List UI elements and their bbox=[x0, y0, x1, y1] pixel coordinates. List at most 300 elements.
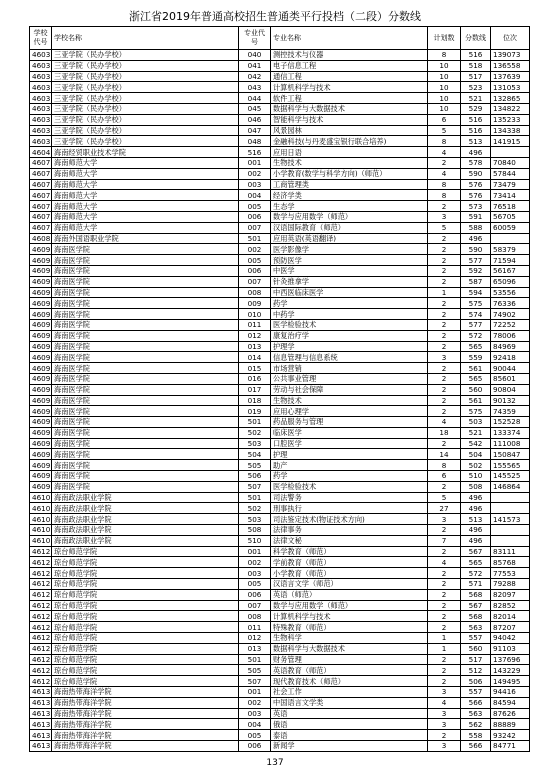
major-name-cell: 电子信息工程 bbox=[271, 60, 428, 71]
school-code-cell: 4607 bbox=[30, 179, 52, 190]
score-line-cell: 506 bbox=[461, 676, 491, 687]
table-row bbox=[30, 730, 530, 741]
plan-count-cell: 3 bbox=[428, 211, 461, 222]
table-row bbox=[30, 449, 530, 460]
school-name-cell: 琼台师范学院 bbox=[52, 579, 239, 590]
major-name-cell: 康复治疗学 bbox=[271, 330, 428, 341]
rank-cell bbox=[491, 233, 530, 244]
rank-cell: 137696 bbox=[491, 654, 530, 665]
rank-cell: 85601 bbox=[491, 373, 530, 384]
school-code-cell: 4609 bbox=[30, 352, 52, 363]
plan-count-cell: 1 bbox=[428, 287, 461, 298]
table-row bbox=[30, 546, 530, 557]
rank-cell: 79288 bbox=[491, 579, 530, 590]
major-name-cell: 市场营销 bbox=[271, 363, 428, 374]
admission-score-table bbox=[29, 26, 530, 752]
school-code-cell: 4609 bbox=[30, 406, 52, 417]
plan-count-cell: 2 bbox=[428, 611, 461, 622]
rank-cell: 92418 bbox=[491, 352, 530, 363]
school-name-cell: 海南医学院 bbox=[52, 417, 239, 428]
school-name-cell: 海南经贸职业技术学院 bbox=[52, 147, 239, 158]
table-row bbox=[30, 417, 530, 428]
plan-count-cell: 3 bbox=[428, 514, 461, 525]
school-code-cell: 4604 bbox=[30, 147, 52, 158]
rank-cell bbox=[491, 535, 530, 546]
major-name-cell: 临床医学 bbox=[271, 427, 428, 438]
table-row bbox=[30, 568, 530, 579]
major-code-cell: 501 bbox=[239, 417, 271, 428]
plan-count-cell: 10 bbox=[428, 71, 461, 82]
school-name-cell: 琼台师范学院 bbox=[52, 568, 239, 579]
table-row bbox=[30, 460, 530, 471]
school-code-cell: 4603 bbox=[30, 93, 52, 104]
major-name-cell: 数据科学与大数据技术 bbox=[271, 103, 428, 114]
major-code-cell: 006 bbox=[239, 741, 271, 752]
plan-count-cell: 2 bbox=[428, 341, 461, 352]
rank-cell: 56167 bbox=[491, 265, 530, 276]
major-code-cell: 002 bbox=[239, 244, 271, 255]
rank-cell: 91103 bbox=[491, 643, 530, 654]
major-name-cell: 应用英语(英语翻译) bbox=[271, 233, 428, 244]
header-major-name: 专业名称 bbox=[271, 27, 428, 50]
major-name-cell: 中医学 bbox=[271, 265, 428, 276]
school-name-cell: 三亚学院（民办学校） bbox=[52, 103, 239, 114]
score-line-cell: 571 bbox=[461, 579, 491, 590]
table-row bbox=[30, 406, 530, 417]
score-line-cell: 523 bbox=[461, 82, 491, 93]
rank-cell bbox=[491, 525, 530, 536]
major-code-cell: 002 bbox=[239, 557, 271, 568]
school-name-cell: 海南热带海洋学院 bbox=[52, 730, 239, 741]
rank-cell: 131053 bbox=[491, 82, 530, 93]
plan-count-cell: 10 bbox=[428, 103, 461, 114]
rank-cell: 149495 bbox=[491, 676, 530, 687]
major-name-cell: 应用心理学 bbox=[271, 406, 428, 417]
rank-cell: 141915 bbox=[491, 136, 530, 147]
major-name-cell: 汉语言文学（师范） bbox=[271, 579, 428, 590]
table-row bbox=[30, 373, 530, 384]
school-name-cell: 海南医学院 bbox=[52, 352, 239, 363]
school-code-cell: 4609 bbox=[30, 265, 52, 276]
major-name-cell: 口腔医学 bbox=[271, 438, 428, 449]
table-row bbox=[30, 179, 530, 190]
school-name-cell: 海南医学院 bbox=[52, 341, 239, 352]
major-code-cell: 003 bbox=[239, 708, 271, 719]
school-name-cell: 海南医学院 bbox=[52, 298, 239, 309]
school-code-cell: 4609 bbox=[30, 341, 52, 352]
school-name-cell: 海南医学院 bbox=[52, 244, 239, 255]
major-name-cell: 学前教育（师范） bbox=[271, 557, 428, 568]
school-name-cell: 海南师范大学 bbox=[52, 222, 239, 233]
table-row bbox=[30, 741, 530, 752]
table-row bbox=[30, 481, 530, 492]
header-school-name: 学校名称 bbox=[52, 27, 239, 50]
school-code-cell: 4607 bbox=[30, 201, 52, 212]
school-code-cell: 4610 bbox=[30, 514, 52, 525]
school-code-cell: 4603 bbox=[30, 50, 52, 61]
plan-count-cell: 8 bbox=[428, 460, 461, 471]
score-line-cell: 504 bbox=[461, 449, 491, 460]
table-row bbox=[30, 622, 530, 633]
plan-count-cell: 10 bbox=[428, 60, 461, 71]
major-name-cell: 小学教育(数学与科学方向)（师范） bbox=[271, 168, 428, 179]
rank-cell: 73414 bbox=[491, 190, 530, 201]
rank-cell: 137639 bbox=[491, 71, 530, 82]
plan-count-cell: 4 bbox=[428, 697, 461, 708]
score-line-cell: 572 bbox=[461, 568, 491, 579]
score-line-cell: 557 bbox=[461, 633, 491, 644]
rank-cell: 132865 bbox=[491, 93, 530, 104]
major-name-cell: 风景园林 bbox=[271, 125, 428, 136]
major-name-cell: 英语 bbox=[271, 708, 428, 719]
school-code-cell: 4612 bbox=[30, 546, 52, 557]
school-name-cell: 海南师范大学 bbox=[52, 190, 239, 201]
major-name-cell: 通信工程 bbox=[271, 71, 428, 82]
plan-count-cell: 4 bbox=[428, 417, 461, 428]
score-line-cell: 563 bbox=[461, 622, 491, 633]
table-row bbox=[30, 82, 530, 93]
rank-cell: 82097 bbox=[491, 589, 530, 600]
school-name-cell: 海南医学院 bbox=[52, 255, 239, 266]
major-code-cell: 040 bbox=[239, 50, 271, 61]
score-line-cell: 576 bbox=[461, 190, 491, 201]
score-line-cell: 566 bbox=[461, 741, 491, 752]
score-line-cell: 594 bbox=[461, 287, 491, 298]
rank-cell: 93242 bbox=[491, 730, 530, 741]
table-row bbox=[30, 492, 530, 503]
rank-cell: 90804 bbox=[491, 384, 530, 395]
table-row bbox=[30, 643, 530, 654]
score-line-cell: 575 bbox=[461, 406, 491, 417]
major-code-cell: 505 bbox=[239, 665, 271, 676]
major-code-cell: 508 bbox=[239, 525, 271, 536]
major-code-cell: 002 bbox=[239, 697, 271, 708]
rank-cell: 74359 bbox=[491, 406, 530, 417]
school-name-cell: 三亚学院（民办学校） bbox=[52, 60, 239, 71]
school-code-cell: 4610 bbox=[30, 525, 52, 536]
school-code-cell: 4609 bbox=[30, 384, 52, 395]
table-row bbox=[30, 665, 530, 676]
major-name-cell: 针灸推拿学 bbox=[271, 276, 428, 287]
major-name-cell: 公共事业管理 bbox=[271, 373, 428, 384]
school-code-cell: 4609 bbox=[30, 319, 52, 330]
score-line-cell: 496 bbox=[461, 535, 491, 546]
plan-count-cell: 5 bbox=[428, 492, 461, 503]
major-code-cell: 042 bbox=[239, 71, 271, 82]
school-name-cell: 海南医学院 bbox=[52, 319, 239, 330]
major-name-cell: 泰语 bbox=[271, 730, 428, 741]
major-code-cell: 007 bbox=[239, 600, 271, 611]
plan-count-cell: 8 bbox=[428, 190, 461, 201]
school-name-cell: 海南医学院 bbox=[52, 471, 239, 482]
table-row bbox=[30, 114, 530, 125]
rank-cell: 90044 bbox=[491, 363, 530, 374]
major-code-cell: 501 bbox=[239, 492, 271, 503]
school-name-cell: 海南医学院 bbox=[52, 363, 239, 374]
major-code-cell: 004 bbox=[239, 190, 271, 201]
rank-cell: 72252 bbox=[491, 319, 530, 330]
school-code-cell: 4609 bbox=[30, 460, 52, 471]
major-name-cell: 医学检验技术 bbox=[271, 319, 428, 330]
school-name-cell: 海南医学院 bbox=[52, 427, 239, 438]
major-code-cell: 004 bbox=[239, 719, 271, 730]
rank-cell: 76518 bbox=[491, 201, 530, 212]
score-line-cell: 560 bbox=[461, 643, 491, 654]
score-line-cell: 510 bbox=[461, 471, 491, 482]
major-name-cell: 英语教育（师范） bbox=[271, 665, 428, 676]
score-line-cell: 578 bbox=[461, 157, 491, 168]
rank-cell: 84594 bbox=[491, 697, 530, 708]
plan-count-cell: 2 bbox=[428, 676, 461, 687]
table-row bbox=[30, 136, 530, 147]
major-name-cell: 助产 bbox=[271, 460, 428, 471]
school-code-cell: 4613 bbox=[30, 708, 52, 719]
major-name-cell: 数学与应用数学（师范） bbox=[271, 211, 428, 222]
score-line-cell: 576 bbox=[461, 179, 491, 190]
school-name-cell: 海南医学院 bbox=[52, 309, 239, 320]
score-line-cell: 565 bbox=[461, 341, 491, 352]
major-code-cell: 007 bbox=[239, 222, 271, 233]
major-code-cell: 516 bbox=[239, 147, 271, 158]
rank-cell: 57844 bbox=[491, 168, 530, 179]
score-line-cell: 517 bbox=[461, 654, 491, 665]
major-name-cell: 经济学类 bbox=[271, 190, 428, 201]
page-number: 137 bbox=[266, 758, 284, 768]
table-row bbox=[30, 244, 530, 255]
major-name-cell: 工商管理类 bbox=[271, 179, 428, 190]
school-name-cell: 海南医学院 bbox=[52, 460, 239, 471]
major-name-cell: 汉语国际教育（师范） bbox=[271, 222, 428, 233]
rank-cell: 94042 bbox=[491, 633, 530, 644]
rank-cell: 82852 bbox=[491, 600, 530, 611]
rank-cell: 146864 bbox=[491, 481, 530, 492]
school-code-cell: 4608 bbox=[30, 233, 52, 244]
rank-cell: 60059 bbox=[491, 222, 530, 233]
score-line-cell: 590 bbox=[461, 168, 491, 179]
rank-cell: 82014 bbox=[491, 611, 530, 622]
plan-count-cell: 2 bbox=[428, 546, 461, 557]
table-row bbox=[30, 287, 530, 298]
school-code-cell: 4613 bbox=[30, 687, 52, 698]
plan-count-cell: 2 bbox=[428, 384, 461, 395]
table-row bbox=[30, 525, 530, 536]
school-code-cell: 4609 bbox=[30, 276, 52, 287]
score-line-cell: 572 bbox=[461, 330, 491, 341]
school-name-cell: 海南外国语职业学院 bbox=[52, 233, 239, 244]
school-name-cell: 琼台师范学院 bbox=[52, 676, 239, 687]
plan-count-cell: 2 bbox=[428, 665, 461, 676]
rank-cell: 83111 bbox=[491, 546, 530, 557]
score-line-cell: 513 bbox=[461, 514, 491, 525]
major-code-cell: 506 bbox=[239, 471, 271, 482]
rank-cell: 155565 bbox=[491, 460, 530, 471]
school-name-cell: 琼台师范学院 bbox=[52, 611, 239, 622]
school-name-cell: 琼台师范学院 bbox=[52, 589, 239, 600]
score-line-cell: 521 bbox=[461, 427, 491, 438]
school-code-cell: 4609 bbox=[30, 471, 52, 482]
major-name-cell: 劳动与社会保障 bbox=[271, 384, 428, 395]
rank-cell bbox=[491, 503, 530, 514]
table-row bbox=[30, 211, 530, 222]
major-name-cell: 小学教育（师范） bbox=[271, 568, 428, 579]
major-code-cell: 001 bbox=[239, 687, 271, 698]
major-code-cell: 045 bbox=[239, 103, 271, 114]
plan-count-cell: 2 bbox=[428, 298, 461, 309]
score-line-cell: 587 bbox=[461, 276, 491, 287]
rank-cell: 133374 bbox=[491, 427, 530, 438]
plan-count-cell: 2 bbox=[428, 438, 461, 449]
plan-count-cell: 2 bbox=[428, 363, 461, 374]
school-code-cell: 4609 bbox=[30, 330, 52, 341]
table-row bbox=[30, 276, 530, 287]
school-code-cell: 4609 bbox=[30, 417, 52, 428]
major-code-cell: 011 bbox=[239, 319, 271, 330]
school-name-cell: 海南医学院 bbox=[52, 265, 239, 276]
school-name-cell: 海南医学院 bbox=[52, 449, 239, 460]
major-name-cell: 英语（师范） bbox=[271, 589, 428, 600]
plan-count-cell: 2 bbox=[428, 589, 461, 600]
plan-count-cell: 2 bbox=[428, 395, 461, 406]
school-code-cell: 4609 bbox=[30, 298, 52, 309]
plan-count-cell: 3 bbox=[428, 352, 461, 363]
school-code-cell: 4609 bbox=[30, 309, 52, 320]
major-name-cell: 科学教育（师范） bbox=[271, 546, 428, 557]
major-name-cell: 信息管理与信息系统 bbox=[271, 352, 428, 363]
header-rank: 位次 bbox=[491, 27, 530, 50]
table-row bbox=[30, 71, 530, 82]
school-code-cell: 4612 bbox=[30, 611, 52, 622]
plan-count-cell: 2 bbox=[428, 276, 461, 287]
major-code-cell: 007 bbox=[239, 276, 271, 287]
table-row bbox=[30, 330, 530, 341]
table-row bbox=[30, 157, 530, 168]
header-plan-count: 计划数 bbox=[428, 27, 461, 50]
score-line-cell: 503 bbox=[461, 417, 491, 428]
header-major-code: 专业代号 bbox=[239, 27, 271, 50]
school-name-cell: 海南医学院 bbox=[52, 330, 239, 341]
plan-count-cell: 2 bbox=[428, 309, 461, 320]
major-code-cell: 503 bbox=[239, 438, 271, 449]
major-name-cell: 软件工程 bbox=[271, 93, 428, 104]
plan-count-cell: 2 bbox=[428, 319, 461, 330]
school-code-cell: 4607 bbox=[30, 157, 52, 168]
major-name-cell: 护理 bbox=[271, 449, 428, 460]
major-code-cell: 505 bbox=[239, 460, 271, 471]
plan-count-cell: 7 bbox=[428, 535, 461, 546]
score-line-cell: 561 bbox=[461, 363, 491, 374]
table-row bbox=[30, 579, 530, 590]
score-line-cell: 496 bbox=[461, 492, 491, 503]
rank-cell: 88889 bbox=[491, 719, 530, 730]
school-name-cell: 海南医学院 bbox=[52, 287, 239, 298]
school-name-cell: 三亚学院（民办学校） bbox=[52, 50, 239, 61]
school-code-cell: 4612 bbox=[30, 633, 52, 644]
major-name-cell: 药学 bbox=[271, 298, 428, 309]
school-code-cell: 4603 bbox=[30, 103, 52, 114]
school-name-cell: 三亚学院（民办学校） bbox=[52, 114, 239, 125]
school-code-cell: 4609 bbox=[30, 395, 52, 406]
plan-count-cell: 2 bbox=[428, 568, 461, 579]
school-name-cell: 海南政法职业学院 bbox=[52, 535, 239, 546]
plan-count-cell: 2 bbox=[428, 525, 461, 536]
table-row bbox=[30, 233, 530, 244]
school-code-cell: 4607 bbox=[30, 222, 52, 233]
school-code-cell: 4603 bbox=[30, 136, 52, 147]
school-code-cell: 4612 bbox=[30, 643, 52, 654]
table-row bbox=[30, 298, 530, 309]
school-code-cell: 4607 bbox=[30, 168, 52, 179]
major-code-cell: 046 bbox=[239, 114, 271, 125]
school-code-cell: 4612 bbox=[30, 568, 52, 579]
school-name-cell: 海南医学院 bbox=[52, 384, 239, 395]
school-code-cell: 4612 bbox=[30, 600, 52, 611]
score-line-cell: 566 bbox=[461, 697, 491, 708]
rank-cell: 143229 bbox=[491, 665, 530, 676]
plan-count-cell: 2 bbox=[428, 481, 461, 492]
major-code-cell: 002 bbox=[239, 168, 271, 179]
major-name-cell: 新闻学 bbox=[271, 741, 428, 752]
major-code-cell: 014 bbox=[239, 352, 271, 363]
school-name-cell: 海南热带海洋学院 bbox=[52, 708, 239, 719]
school-code-cell: 4603 bbox=[30, 125, 52, 136]
school-name-cell: 琼台师范学院 bbox=[52, 600, 239, 611]
score-line-cell: 516 bbox=[461, 114, 491, 125]
major-code-cell: 019 bbox=[239, 406, 271, 417]
table-row bbox=[30, 471, 530, 482]
major-name-cell: 法律文秘 bbox=[271, 535, 428, 546]
major-name-cell: 中西医临床医学 bbox=[271, 287, 428, 298]
plan-count-cell: 27 bbox=[428, 503, 461, 514]
score-line-cell: 574 bbox=[461, 309, 491, 320]
plan-count-cell: 6 bbox=[428, 114, 461, 125]
score-line-cell: 592 bbox=[461, 265, 491, 276]
rank-cell: 141573 bbox=[491, 514, 530, 525]
score-line-cell: 516 bbox=[461, 125, 491, 136]
major-code-cell: 003 bbox=[239, 568, 271, 579]
school-name-cell: 琼台师范学院 bbox=[52, 654, 239, 665]
table-row bbox=[30, 427, 530, 438]
table-row bbox=[30, 103, 530, 114]
score-line-cell: 496 bbox=[461, 233, 491, 244]
major-code-cell: 005 bbox=[239, 201, 271, 212]
rank-cell: 90132 bbox=[491, 395, 530, 406]
school-name-cell: 海南医学院 bbox=[52, 276, 239, 287]
score-line-cell: 567 bbox=[461, 600, 491, 611]
table-header-row bbox=[30, 27, 530, 50]
rank-cell: 74902 bbox=[491, 309, 530, 320]
rank-cell: 150847 bbox=[491, 449, 530, 460]
plan-count-cell: 3 bbox=[428, 708, 461, 719]
rank-cell: 139073 bbox=[491, 50, 530, 61]
major-code-cell: 012 bbox=[239, 633, 271, 644]
major-code-cell: 013 bbox=[239, 341, 271, 352]
rank-cell: 71594 bbox=[491, 255, 530, 266]
plan-count-cell: 2 bbox=[428, 201, 461, 212]
rank-cell: 145525 bbox=[491, 471, 530, 482]
major-name-cell: 中国语言文学类 bbox=[271, 697, 428, 708]
major-code-cell: 017 bbox=[239, 384, 271, 395]
table-row bbox=[30, 60, 530, 71]
school-code-cell: 4609 bbox=[30, 363, 52, 374]
major-code-cell: 005 bbox=[239, 730, 271, 741]
table-row bbox=[30, 363, 530, 374]
rank-cell: 85768 bbox=[491, 557, 530, 568]
major-code-cell: 044 bbox=[239, 93, 271, 104]
plan-count-cell: 8 bbox=[428, 179, 461, 190]
table-row bbox=[30, 384, 530, 395]
plan-count-cell: 2 bbox=[428, 244, 461, 255]
major-code-cell: 003 bbox=[239, 179, 271, 190]
